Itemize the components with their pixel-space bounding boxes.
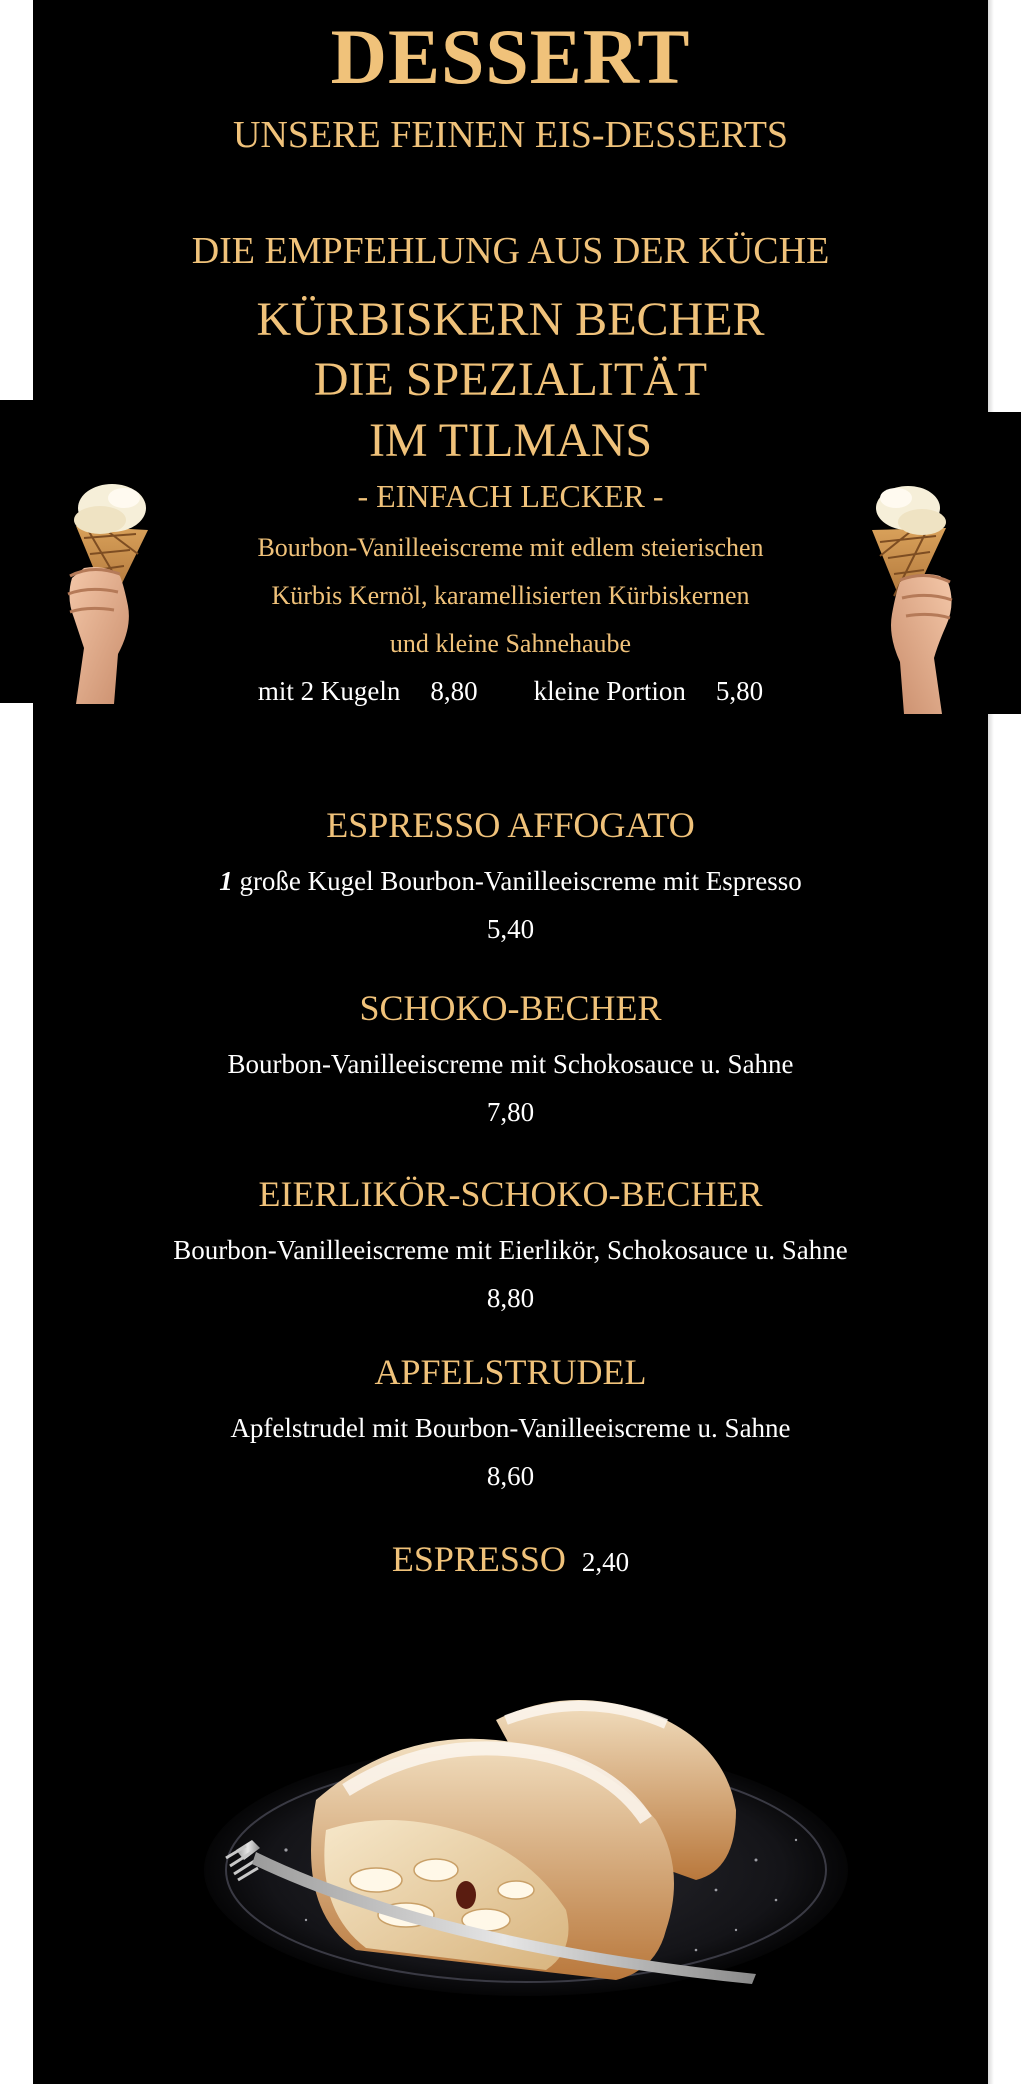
- item-price: 7,80: [486, 1097, 535, 1127]
- item-name: ESPRESSO AFFOGATO: [326, 805, 695, 845]
- page-subtitle: UNSERE FEINEN EIS-DESSERTS: [232, 114, 789, 156]
- item-name: APFELSTRUDEL: [374, 1352, 647, 1392]
- hand-holding-ice-cream-cone-icon: [62, 468, 152, 704]
- espresso-line: [33, 1537, 988, 1581]
- special-name-line-1: KÜRBISKERN BECHER: [256, 293, 765, 346]
- apple-strudel-plate-icon: [196, 1680, 852, 2020]
- espresso-name: ESPRESSO: [391, 1539, 566, 1579]
- item-price: 8,80: [486, 1283, 535, 1313]
- portion-1-price: 8,80: [430, 676, 478, 706]
- item-price: 5,40: [486, 914, 535, 944]
- special-name-line-3: IM TILMANS: [368, 414, 653, 467]
- special-description-line-1: Bourbon-Vanilleeiscreme mit edlem steierischen: [257, 533, 764, 562]
- item-description: Apfelstrudel mit Bourbon-Vanilleeiscreme u. Sahne: [230, 1413, 791, 1443]
- page-title: DESSERT: [330, 13, 691, 100]
- item-name: SCHOKO-BECHER: [359, 988, 662, 1028]
- portion-2-label: kleine Portion: [533, 676, 686, 706]
- item-quantity: 1: [219, 866, 233, 896]
- item-description: Bourbon-Vanilleeiscreme mit Eierlikör, Schokosauce u. Sahne: [173, 1235, 848, 1265]
- special-description-line-2: Kürbis Kernöl, karamellisierten Kürbiskernen: [271, 581, 750, 610]
- espresso-price: 2,40: [581, 1547, 630, 1577]
- item-description: [33, 863, 988, 899]
- item-description: Bourbon-Vanilleeiscreme mit Schokosauce u. Sahne: [227, 1049, 794, 1079]
- item-description-text: große Kugel Bourbon-Vanilleeiscreme mit Espresso: [232, 866, 802, 896]
- special-portions: [33, 673, 988, 709]
- hand-holding-ice-cream-cone-icon: [866, 478, 958, 714]
- recommendation-heading: DIE EMPFEHLUNG AUS DER KÜCHE: [191, 230, 830, 272]
- special-tagline: - EINFACH LECKER -: [357, 478, 664, 514]
- portion-1-label: mit 2 Kugeln: [257, 676, 401, 706]
- item-name: EIERLIKÖR-SCHOKO-BECHER: [258, 1174, 763, 1214]
- page-edge-shadow: [988, 0, 994, 2084]
- item-price: 8,60: [486, 1461, 535, 1491]
- special-name-line-2: DIE SPEZIALITÄT: [313, 353, 708, 406]
- portion-2-price: 5,80: [715, 676, 764, 706]
- special-description-line-3: und kleine Sahnehaube: [389, 629, 632, 658]
